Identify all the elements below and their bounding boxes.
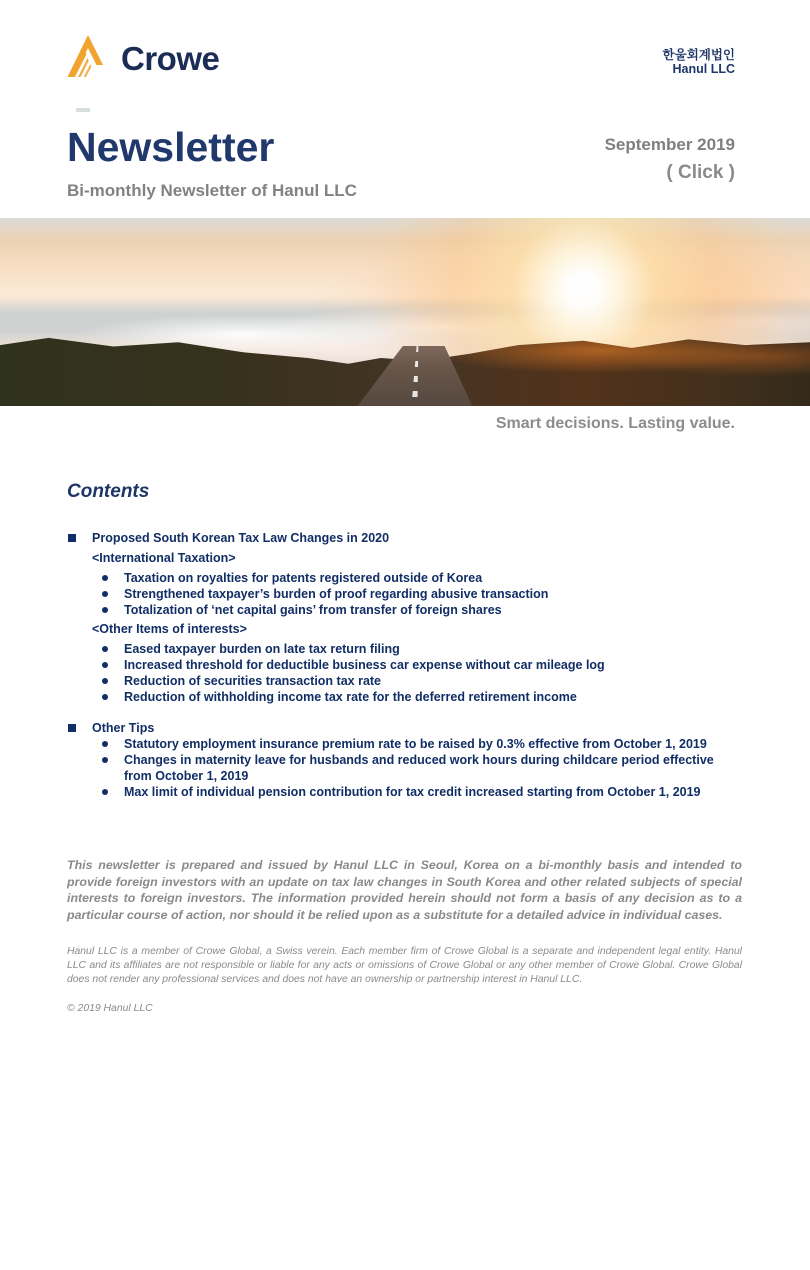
firm-name-english: Hanul LLC (672, 62, 735, 76)
toc-item-securities-tax[interactable] (67, 673, 740, 689)
round-bullet-icon (102, 646, 108, 652)
toc-section-tax-law-changes[interactable] (67, 530, 740, 546)
toc-item-label: Reduction of securities transaction tax rate (124, 674, 382, 688)
toc-item-label: Proposed South Korean Tax Law Changes in 2020 (92, 531, 390, 545)
toc-item-label: Strengthened taxpayer’s burden of proof regarding abusive transaction (124, 587, 549, 601)
round-bullet-icon (102, 575, 108, 581)
firm-name-block (663, 48, 735, 76)
round-bullet-icon (102, 789, 108, 795)
crowe-peak-icon (67, 33, 109, 79)
toc-item-insurance-premium[interactable] (67, 736, 740, 752)
toc-item-pension-contribution[interactable] (67, 784, 740, 800)
page-title: Newsletter (67, 124, 275, 170)
table-of-contents (67, 530, 740, 800)
hero-image (0, 218, 810, 406)
round-bullet-icon (102, 607, 108, 613)
crowe-logo-wordmark: Crowe (121, 40, 220, 77)
toc-subheading-label: <Other Items of interests> (92, 622, 247, 636)
contents-heading: Contents (67, 481, 150, 502)
toc-item-royalties[interactable] (67, 570, 740, 586)
toc-item-label: Increased threshold for deductible business car expense without car mileage log (124, 658, 605, 672)
toc-subheading-other-items (67, 621, 740, 637)
toc-item-label: Other Tips (92, 721, 155, 735)
issue-date: September 2019 (604, 135, 735, 154)
road-center-line (411, 346, 420, 406)
toc-item-label: Totalization of ‘net capital gains’ from transfer of foreign shares (124, 603, 502, 617)
toc-item-car-expense[interactable] (67, 657, 740, 673)
crowe-logo (67, 33, 219, 79)
disclaimer-primary: This newsletter is prepared and issued by Hanul LLC in Seoul, Korea on a bi-monthly basis and intended to provide foreign investors with an update on tax law changes in South Korea and other related subjects of special interests to foreign investors. The information provided herein should not form a basis of any decision as to a particular course of action, nor should it be relied upon as a substitute for a detailed advice in individual cases. (67, 858, 742, 922)
toc-section-other-tips[interactable] (67, 720, 740, 736)
copyright-text: © 2019 Hanul LLC (67, 1003, 153, 1015)
square-bullet-icon (68, 724, 76, 732)
round-bullet-icon (102, 662, 108, 668)
round-bullet-icon (102, 741, 108, 747)
toc-item-label: Statutory employment insurance premium rate to be raised by 0.3% effective from October 1, 2019 (124, 737, 707, 751)
toc-item-label: Eased taxpayer burden on late tax return filing (124, 642, 400, 656)
toc-item-maternity-leave[interactable] (67, 752, 740, 784)
page-header (0, 0, 810, 79)
toc-item-label: Max limit of individual pension contribution for tax credit increased starting from October 1, 2019 (124, 785, 701, 799)
page-footer (0, 857, 810, 1014)
toc-item-label: Changes in maternity leave for husbands and reduced work hours during childcare period effective from October 1, 2019 (124, 753, 714, 783)
toc-item-label: Reduction of withholding income tax rate for the deferred retirement income (124, 690, 577, 704)
toc-subheading-label: <International Taxation> (92, 551, 236, 565)
page-subtitle: Bi-monthly Newsletter of Hanul LLC (67, 181, 357, 200)
disclaimer-legal: Hanul LLC is a member of Crowe Global, a Swiss verein. Each member firm of Crowe Global is a separate and independent legal entity. Hanul LLC and its affiliates are not responsible or liable for any acts or omissions of Crowe Global or any other member of Crowe Global. Crowe Global does not render any professional services and does not have an ownership or partnership interest in Hanul LLC. (67, 946, 742, 986)
round-bullet-icon (102, 694, 108, 700)
click-link[interactable]: ( Click ) (666, 162, 735, 183)
toc-item-label: Taxation on royalties for patents registered outside of Korea (124, 571, 483, 585)
title-block (67, 124, 357, 201)
toc-item-late-filing[interactable] (67, 641, 740, 657)
toc-item-burden-of-proof[interactable] (67, 586, 740, 602)
round-bullet-icon (102, 678, 108, 684)
toc-item-withholding-tax[interactable] (67, 689, 740, 705)
firm-name-korean: 한울회계법인 (662, 48, 735, 62)
brand-tagline: Smart decisions. Lasting value. (495, 415, 735, 432)
title-section (0, 124, 810, 201)
issue-block (605, 127, 735, 184)
round-bullet-icon (102, 757, 108, 763)
toc-subheading-international-taxation (67, 550, 740, 566)
artifact-mark (76, 108, 90, 112)
square-bullet-icon (68, 534, 76, 542)
toc-item-net-capital-gains[interactable] (67, 602, 740, 618)
round-bullet-icon (102, 591, 108, 597)
